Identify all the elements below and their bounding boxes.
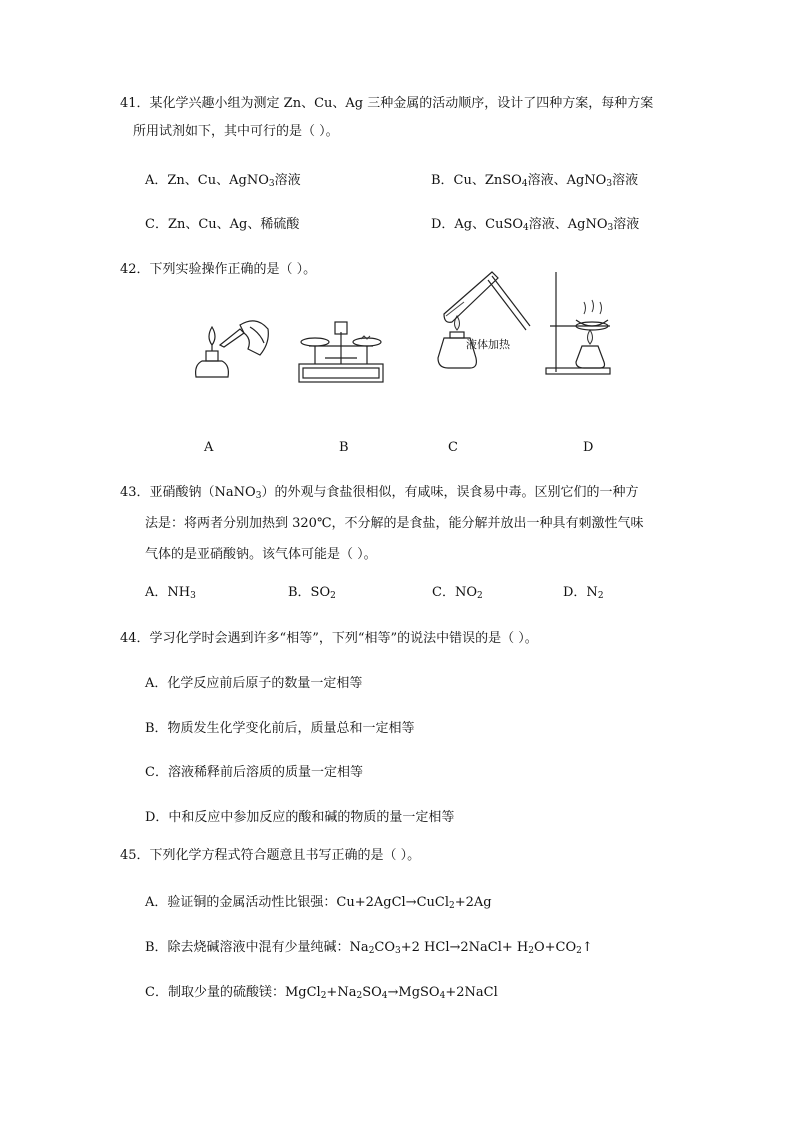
q42-stem: 42．下列实验操作正确的是（ ）。: [120, 262, 317, 277]
q41-stem-line2: 所用试剂如下，其中可行的是（ ）。: [133, 124, 339, 139]
q43-option-c: C．$NO_2$: [432, 585, 483, 601]
q42-label-a: A: [204, 440, 214, 455]
q41-option-b: B．Cu、ZnSO$_4$溶液、AgNO$_3$溶液: [431, 173, 639, 189]
figure-c-caption: 液体加热: [466, 338, 510, 351]
q43-stem-line1: 43．亚硝酸钠（NaNO$_3$）的外观与食盐很相似，有咸味，误食易中毒。区别它们的一种方: [120, 485, 639, 501]
q44-stem: 44．学习化学时会遇到许多“相等”，下列“相等”的说法中错误的是（ ）。: [120, 631, 538, 646]
q42-label-b: B: [339, 440, 349, 455]
figure-b-balance: [295, 318, 387, 390]
q45-option-b: B．除去烧碱溶液中混有少量纯碱：$Na_2CO_3+2$ HCl→2NaCl+ $H_2O+CO_2↑$: [145, 940, 593, 956]
figure-d-evaporation: [540, 268, 630, 378]
q44-option-b: B．物质发生化学变化前后，质量总和一定相等: [145, 721, 415, 736]
q42-label-d: D: [583, 440, 594, 455]
q44-option-c: C．溶液稀释前后溶质的质量一定相等: [145, 765, 363, 780]
q41-stem-line1: 41．某化学兴趣小组为测定 Zn、Cu、Ag 三种金属的活动顺序，设计了四种方案，每种方案: [120, 96, 654, 111]
q43-option-d: D．$N_2$: [563, 585, 604, 601]
figure-c-heating-liquid: [430, 268, 532, 376]
q43-option-b: B．$SO_2$: [288, 585, 336, 601]
q43-stem-line3: 气体的是亚硝酸钠。该气体可能是（ ）。: [145, 547, 377, 562]
q45-option-a: A．验证铜的金属活动性比银强：Cu+2AgCl→CuCl$_2$+2Ag: [145, 895, 492, 911]
q45-stem: 45．下列化学方程式符合题意且书写正确的是（ ）。: [120, 848, 421, 863]
q41-option-a: A．Zn、Cu、AgNO$_3$溶液: [145, 173, 301, 189]
q43-stem-line2: 法是：将两者分别加热到 320℃，不分解的是食盐，能分解并放出一种具有刺激性气味: [145, 516, 644, 531]
q45-option-c: C．制取少量的硫酸镁：$MgCl_2+Na_2SO_4\to MgSO_4+2NaCl$: [145, 985, 498, 1001]
figure-a-alcohol-lamp: [190, 315, 272, 387]
q43-option-a: A．$NH_3$: [145, 585, 196, 601]
q42-label-c: C: [448, 440, 458, 455]
q44-option-d: D．中和反应中参加反应的酸和碱的物质的量一定相等: [145, 810, 455, 825]
q41-option-d: D．Ag、CuSO$_4$溶液、AgNO$_3$溶液: [431, 217, 640, 233]
q44-option-a: A．化学反应前后原子的数量一定相等: [145, 676, 363, 691]
q41-option-c: C．Zn、Cu、Ag、稀硫酸: [145, 217, 300, 232]
